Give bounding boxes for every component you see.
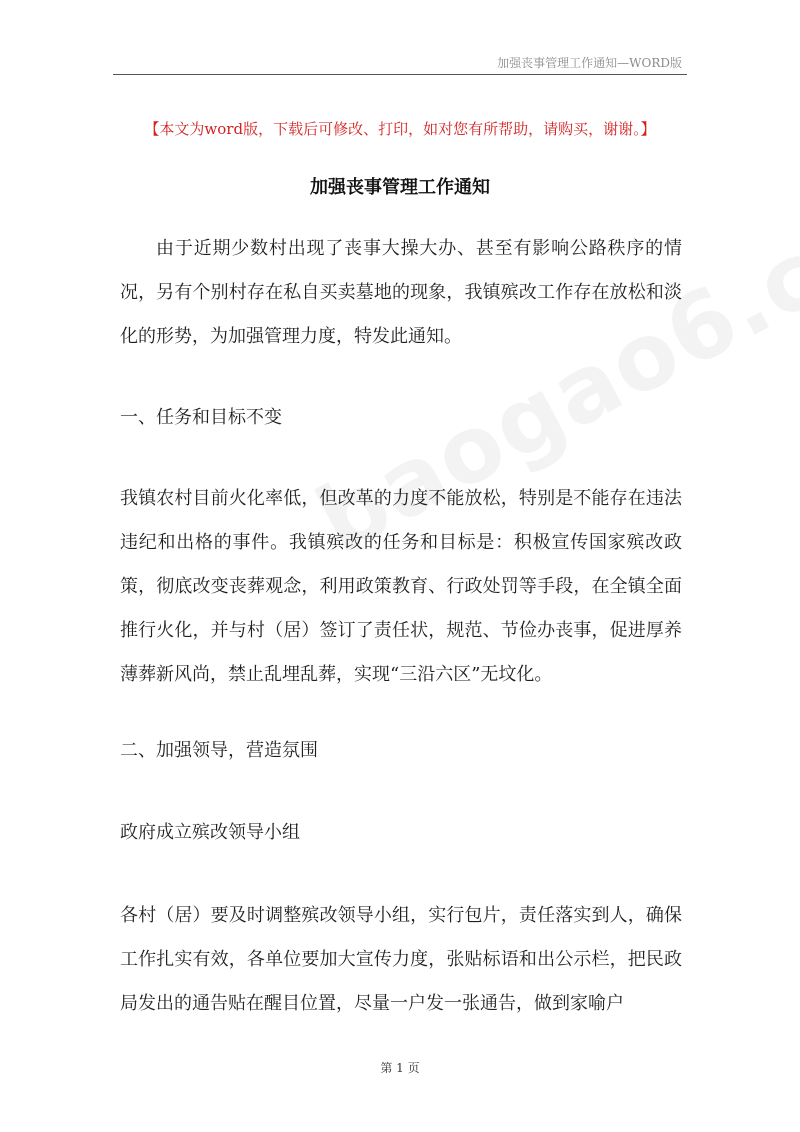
intro-paragraph: 由于近期少数村出现了丧事大操大办、甚至有影响公路秩序的情况，另有个别村存在私自买卖墓地的现象，我镇殡改工作存在放松和淡化的形势，为加强管理力度，特发此通知。 bbox=[120, 238, 682, 347]
header-divider bbox=[113, 74, 687, 75]
page-number: 第 1 页 bbox=[380, 1061, 420, 1075]
running-header: 加强丧事管理工作通知—WORD版 bbox=[497, 56, 682, 70]
purchase-notice: 【本文为word版，下载后可修改、打印，如对您有所帮助，请购买，谢谢。】 bbox=[144, 120, 656, 138]
section1-paragraph: 我镇农村目前火化率低，但改革的力度不能放松，特别是不能存在违法违纪和出格的事件。我镇殡改的任务和目标是：积极宣传国家殡改政策，彻底改变丧葬观念，利用政策教育、行政处罚等手段，在全镇全面推行火化，并与村（居）签订了责任状，规范、节俭办丧事，促进厚养薄葬新风尚，禁止乱埋乱葬，实现“三沿六区”无坟化。 bbox=[120, 488, 682, 685]
section2-paragraph: 各村（居）要及时调整殡改领导小组，实行包片，责任落实到人，确保工作扎实有效，各单位要加大宣传力度，张贴标语和出公示栏，把民政局发出的通告贴在醒目位置，尽量一户发一张通告，做到家喻户 bbox=[120, 905, 682, 1014]
section2-subheading: 政府成立殡改领导小组 bbox=[120, 822, 300, 843]
section2-heading: 二、加强领导，营造氛围 bbox=[120, 740, 318, 761]
document-title: 加强丧事管理工作通知 bbox=[310, 177, 490, 198]
section1-heading: 一、任务和目标不变 bbox=[120, 407, 282, 428]
